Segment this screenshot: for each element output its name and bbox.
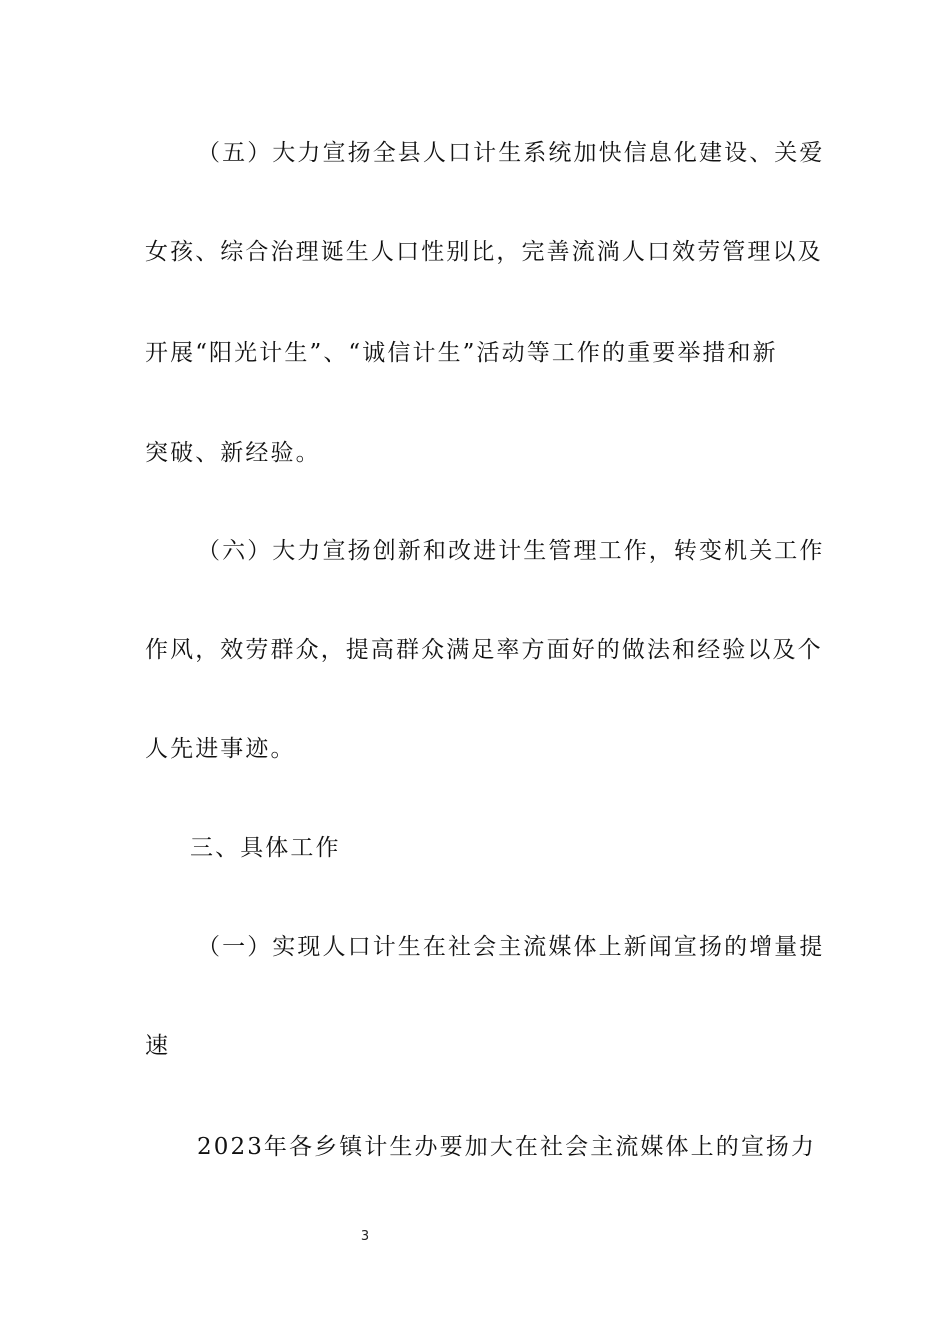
body-paragraph-line-1: 2023年各乡镇计生办要加大在社会主流媒体上的宣扬力 [197, 1134, 817, 1160]
paragraph-5-line-4: 突破、新经验。 [145, 440, 321, 466]
subsection-1-line-1: （一）实现人口计生在社会主流媒体上新闻宣扬的增量提 [197, 934, 825, 960]
paragraph-5-line-3: 开展“阳光计生”、“诚信计生”活动等工作的重要举措和新 [145, 340, 778, 366]
paragraph-5-line-1: （五）大力宣扬全县人口计生系统加快信息化建设、关爱 [197, 140, 825, 166]
section-heading: 三、具体工作 [190, 835, 341, 861]
page-number: 3 [360, 1229, 370, 1244]
paragraph-6-line-1: （六）大力宣扬创新和改进计生管理工作，转变机关工作 [197, 538, 825, 564]
subsection-1-line-2: 速 [145, 1033, 171, 1059]
paragraph-6-line-2: 作风，效劳群众，提高群众满足率方面好的做法和经验以及个 [145, 637, 823, 663]
paragraph-5-line-2: 女孩、综合治理诞生人口性别比，完善流淌人口效劳管理以及 [145, 239, 823, 265]
paragraph-6-line-3: 人先进事迹。 [145, 736, 296, 762]
